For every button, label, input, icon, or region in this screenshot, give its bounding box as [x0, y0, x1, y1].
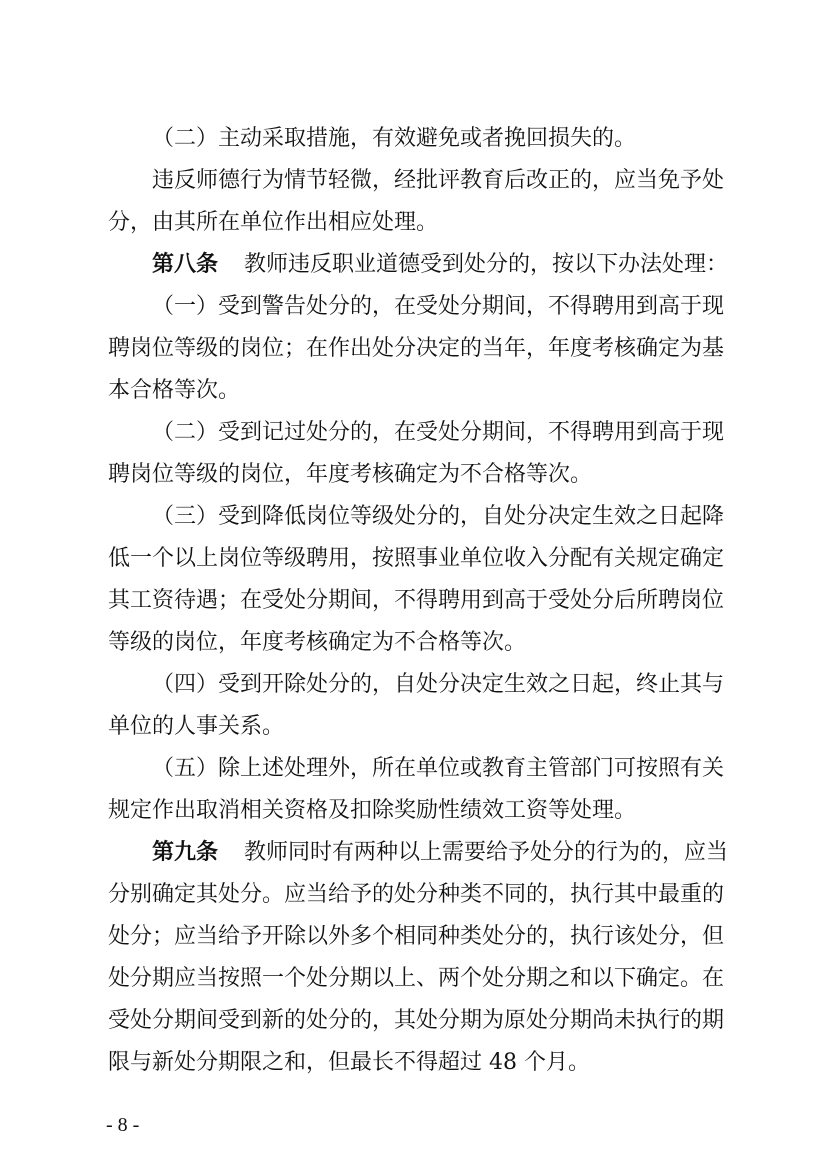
page-number: - 8 - [106, 1114, 140, 1136]
text-line: （二）主动采取措施，有效避免或者挽回损失的。 [152, 126, 637, 151]
text-line: 处分；应当给予开除以外多个相同种类处分的，执行该处分，但 [108, 924, 725, 949]
text-line: （五）除上述处理外，所在单位或教育主管部门可按照有关 [152, 756, 725, 781]
text-line: 本合格等次。 [108, 378, 241, 403]
text-line: 其工资待遇；在受处分期间，不得聘用到高于受处分后所聘岗位 [108, 588, 725, 613]
article-eight-line [152, 250, 728, 280]
article-nine-label: 第九条 [152, 840, 219, 865]
text-line: （三）受到降低岗位等级处分的，自处分决定生效之日起降 [152, 504, 725, 529]
text-line: 处分期应当按照一个处分期以上、两个处分期之和以下确定。在 [108, 966, 725, 991]
text-line: 限与新处分期限之和，但最长不得超过 48 个月。 [108, 1050, 590, 1075]
text-line: 受处分期间受到新的处分的，其处分期为原处分期尚未执行的期 [108, 1008, 725, 1033]
text-line: 规定作出取消相关资格及扣除奖励性绩效工资等处理。 [108, 798, 637, 823]
article-nine-line [152, 838, 728, 868]
text-line: 等级的岗位，年度考核确定为不合格等次。 [108, 630, 527, 655]
article-nine-text: 教师同时有两种以上需要给予处分的行为的，应当 [244, 840, 729, 865]
text-line: （二）受到记过处分的，在受处分期间，不得聘用到高于现 [152, 420, 725, 445]
text-line: 违反师德行为情节轻微，经批评教育后改正的，应当免予处 [152, 168, 725, 193]
text-line: 低一个以上岗位等级聘用，按照事业单位收入分配有关规定确定 [108, 546, 725, 571]
text-line: （四）受到开除处分的，自处分决定生效之日起，终止其与 [152, 672, 725, 697]
text-line: 分，由其所在单位作出相应处理。 [108, 210, 439, 235]
text-line: 分别确定其处分。应当给予的处分种类不同的，执行其中最重的 [108, 882, 725, 907]
text-line: 聘岗位等级的岗位，年度考核确定为不合格等次。 [108, 462, 593, 487]
text-line: 单位的人事关系。 [108, 714, 285, 739]
text-line: 聘岗位等级的岗位；在作出处分决定的当年，年度考核确定为基 [108, 336, 725, 361]
article-eight-text: 教师违反职业道德受到处分的，按以下办法处理： [244, 252, 729, 277]
article-eight-label: 第八条 [152, 252, 219, 277]
text-line: （一）受到警告处分的，在受处分期间，不得聘用到高于现 [152, 294, 725, 319]
